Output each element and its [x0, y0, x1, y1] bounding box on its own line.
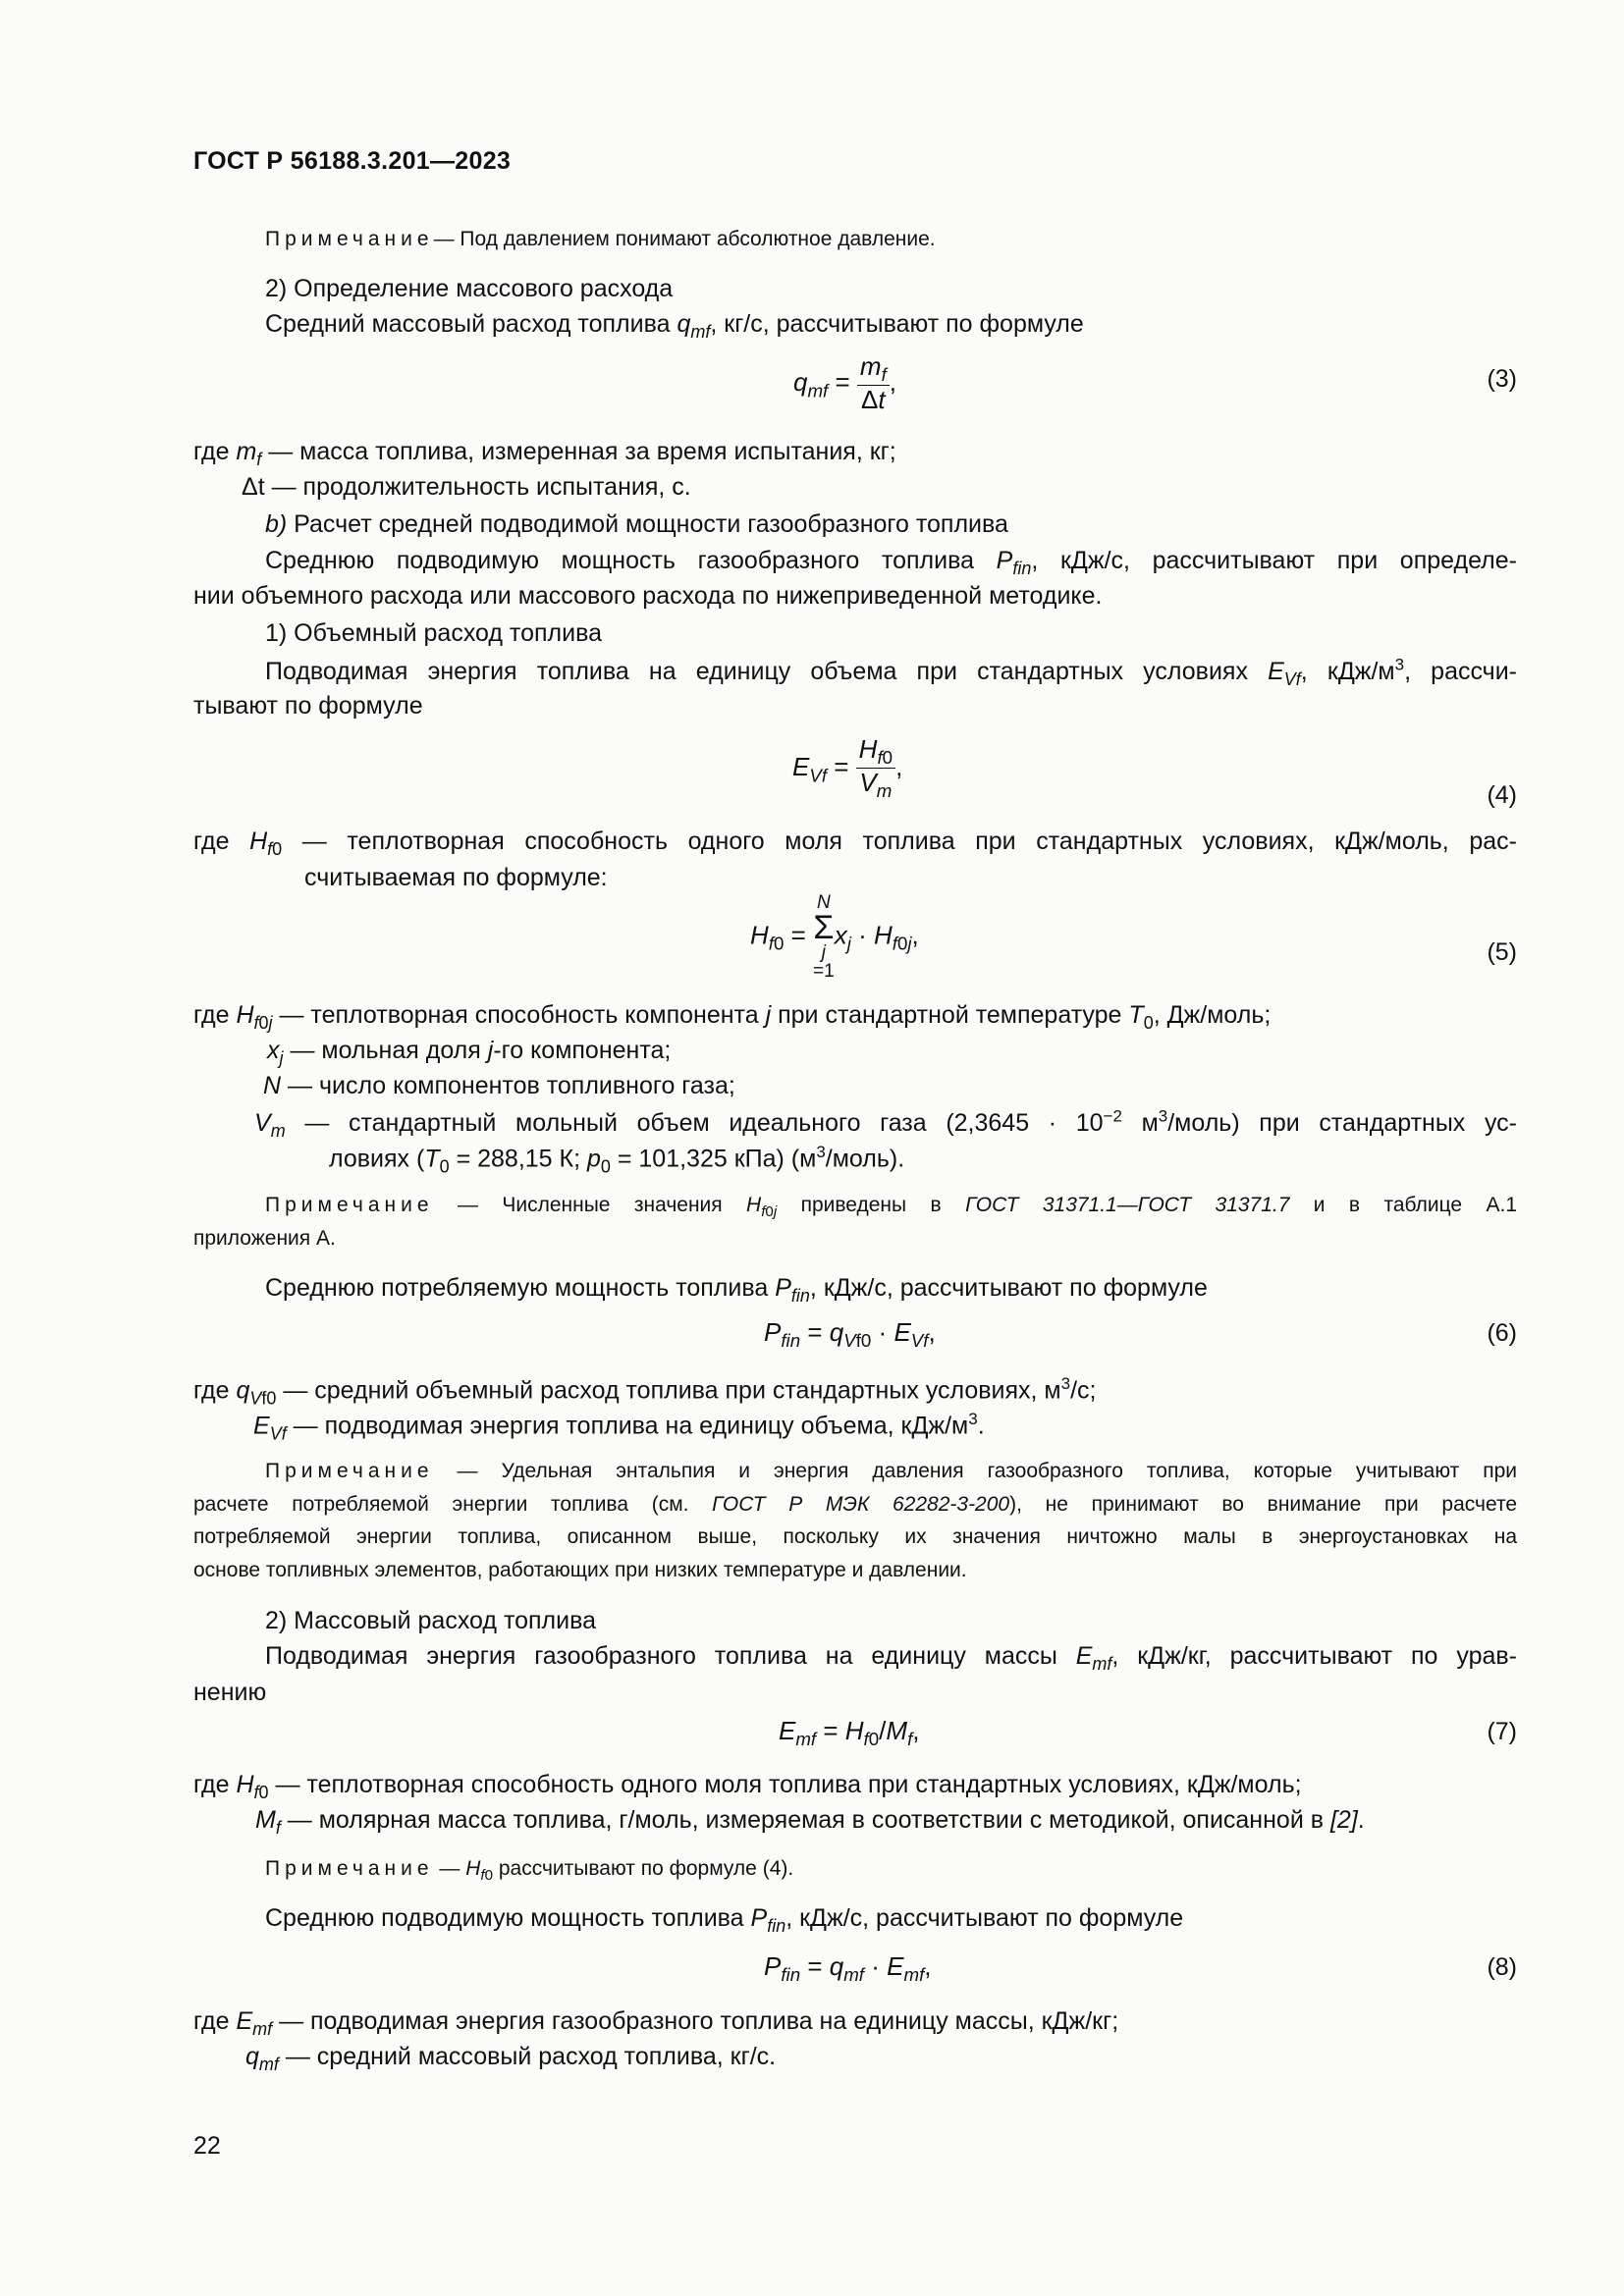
note-4: Примечание — $H_{f0}$ рассчитывают по формуле (4).: [265, 1857, 794, 1885]
note-3-line-3: потребляемой энергии топлива, описанном выше, поскольку их значения ничтожно малы в энергоустановках на: [193, 1525, 1517, 1548]
formula-6: $P_{fin} = q_{Vf0} \cdot E_{Vf}$,: [764, 1317, 936, 1352]
formula-7: $E_{mf} = H_{f0}/M_f$,: [779, 1716, 920, 1750]
formula-8: $P_{fin} = q_{mf} \cdot E_{mf}$,: [764, 1951, 932, 1986]
formula-5: $H_{f0}$ = N Σ j =1 $x_j \cdot H_{f0j}$,: [750, 892, 919, 983]
where-h-f0-1: где $H_{f0}$ — теплотворная способность одного моля топлива при стандартных условиях, кДж/моль, рас-: [193, 828, 1517, 859]
paragraph-energy-volume-2: тывают по формуле: [193, 692, 423, 720]
note-2-line-2: приложения А.: [193, 1227, 336, 1250]
note-label: Примечание: [265, 228, 434, 250]
where-v-m-2: ловиях ($T_0 = 288,15$ К; $p_0 = 101,325$ кПа) $(м^3/моль)$.: [329, 1143, 905, 1177]
where-q-mf: $q_{mf}$ — средний массовый расход топлива, кг/с.: [245, 2043, 777, 2074]
formula-number-8: (8): [1487, 1953, 1517, 1981]
where-e-vf: $E_{Vf}$ — подводимая энергия топлива на единицу объема, кДж/$м^3$.: [253, 1410, 985, 1444]
where-h-f0j: где $H_{f0j}$ — теплотворная способность компонента j при стандартной температуре $T_0$, Дж/моль;: [193, 1001, 1272, 1033]
formula-number-4: (4): [1487, 781, 1517, 809]
note-3-line-1: Примечание — Удельная энтальпия и энергия давления газообразного топлива, которые учитывают при: [265, 1460, 1517, 1482]
where-v-m-1: $V_m$ — стандартный мольный объем идеального газа ($2,3645 \cdot 10^{-2}$ $м^3/моль$) при стандартных ус-: [254, 1107, 1517, 1142]
paragraph-consumed-power: Среднюю потребляемую мощность топлива $P_{fin}$, кДж/с, рассчитывают по формуле: [265, 1274, 1208, 1306]
where-h-f0-mass: где $H_{f0}$ — теплотворная способность одного моля топлива при стандартных условиях, кДж/моль;: [193, 1771, 1302, 1802]
where-delta-t: Δt — продолжительность испытания, с.: [242, 473, 691, 501]
subsection-mass-flow-heading: 2) Определение массового расхода: [265, 275, 674, 302]
where-h-f0-2: считываемая по формуле:: [304, 864, 608, 891]
subsection-mass-flow-2-heading: 2) Массовый расход топлива: [265, 1607, 597, 1634]
paragraph-power-1: Среднюю подводимую мощность газообразного топлива $P_{fin}$, кДж/с, рассчитывают при определе-: [265, 547, 1517, 578]
note-1: Примечание— Под давлением понимают абсолютное давление.: [265, 228, 936, 250]
where-x-j: $x_j$ — мольная доля j-го компонента;: [267, 1037, 672, 1068]
formula-3: $q_{mf}$ = $\frac{m_f}{\Delta t}$ ,: [793, 351, 897, 414]
formula-number-5: (5): [1487, 938, 1517, 966]
paragraph-mass-flow: Средний массовый расход топлива $q_{mf}$, кг/с, рассчитывают по формуле: [265, 310, 1084, 342]
where-n: N — число компонентов топливного газа;: [263, 1072, 735, 1099]
note-2-line-1: Примечание — Численные значения $H_{f0j}$ приведены в ГОСТ 31371.1—ГОСТ 31371.7 и в таблице А.1: [265, 1194, 1517, 1221]
paragraph-power-2: нии объемного расхода или массового расхода по нижеприведенной методике.: [193, 582, 1103, 610]
where-q-vf0: где $q_{Vf0}$ — средний объемный расход топлива при стандартных условиях, $м^3/с$;: [193, 1374, 1097, 1409]
paragraph-energy-mass-1: Подводимая энергия газообразного топлива на единицу массы $E_{mf}$, кДж/кг, рассчитывают по урав-: [265, 1642, 1517, 1674]
paragraph-input-power: Среднюю подводимую мощность топлива $P_{fin}$, кДж/с, рассчитывают по формуле: [265, 1904, 1184, 1936]
formula-number-6: (6): [1487, 1319, 1517, 1347]
where-m-f-molar: $M_f$ — молярная масса топлива, г/моль, измеряемая в соответствии с методикой, описанной в [2].: [255, 1806, 1365, 1838]
where-e-mf: где $E_{mf}$ — подводимая энергия газообразного топлива на единицу массы, кДж/кг;: [193, 2007, 1119, 2039]
paragraph-energy-mass-2: нению: [193, 1679, 267, 1706]
subsection-b-heading: b) Расчет средней подводимой мощности газообразного топлива: [265, 510, 1008, 538]
formula-4: $E_{Vf}$ = $\frac{H_{f0}}{V_m}$ ,: [792, 734, 903, 802]
formula-number-3: (3): [1487, 365, 1517, 393]
paragraph-energy-volume-1: Подводимая энергия топлива на единицу объема при стандартных условиях $E_{Vf}$, кДж/$м^3$, рассчи-: [265, 656, 1518, 690]
page-number: 22: [193, 2132, 221, 2160]
note-3-line-4: основе топливных элементов, работающих при низких температуре и давлении.: [193, 1559, 967, 1581]
document-header: ГОСТ Р 56188.3.201—2023: [193, 147, 512, 175]
where-m-f: где $m_f$ — масса топлива, измеренная за время испытания, кг;: [193, 438, 896, 469]
formula-number-7: (7): [1487, 1718, 1517, 1745]
note-3-line-2: расчете потребляемой энергии топлива (см. ГОСТ Р МЭК 62282-3-200), не принимают во внимание при расчете: [193, 1493, 1518, 1516]
subsection-volume-flow-heading: 1) Объемный расход топлива: [265, 619, 602, 647]
